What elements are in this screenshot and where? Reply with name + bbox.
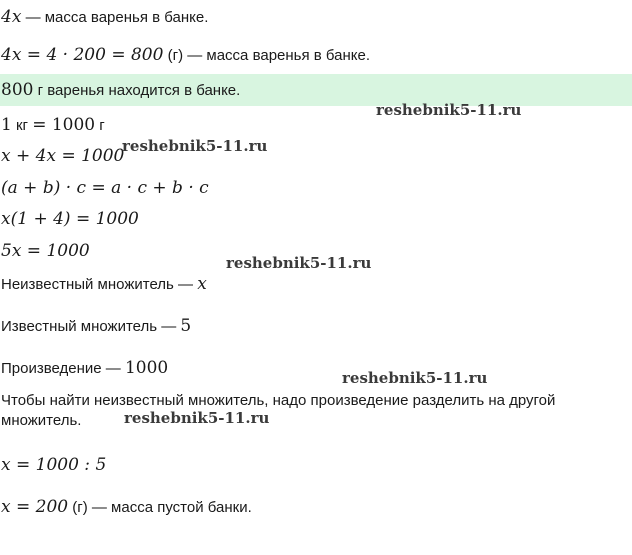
line-9 — [1, 273, 207, 296]
math: 1000 — [124, 358, 169, 378]
math: x — [197, 274, 207, 294]
math: = 1000 — [32, 115, 96, 135]
line-3-answer — [1, 79, 240, 102]
line-14 — [1, 496, 252, 519]
watermark: reshebnik5-11.ru — [122, 137, 268, 155]
math: 4x — [1, 7, 22, 27]
text: — масса варенья в банке. — [21, 9, 209, 26]
line-5 — [1, 145, 124, 168]
watermark: reshebnik5-11.ru — [342, 369, 488, 387]
line-8 — [1, 240, 90, 263]
text: Неизвестный множитель — — [1, 276, 198, 293]
text: кг — [11, 117, 33, 134]
line-4 — [1, 114, 105, 137]
text: Чтобы найти неизвестный множитель, надо произведение разделить на другой множитель. — [1, 392, 556, 429]
math: x(1 + 4) = 1000 — [1, 209, 139, 229]
math: 4x = 4 · 200 = 800 — [1, 45, 164, 65]
math: (a + b) · c = a · c + b · c — [1, 178, 209, 198]
text: Известный множитель — — [1, 318, 181, 335]
math: 1 — [1, 115, 12, 135]
line-2 — [1, 44, 370, 67]
text: (г) — масса варенья в банке. — [163, 47, 371, 64]
math: 5x = 1000 — [1, 241, 90, 261]
line-1 — [1, 6, 208, 29]
math: x = 200 — [1, 497, 69, 517]
line-7 — [1, 208, 139, 231]
line-13 — [1, 454, 106, 477]
math: 5 — [180, 316, 192, 336]
math: 800 — [1, 80, 34, 100]
line-11 — [1, 357, 168, 380]
watermark: reshebnik5-11.ru — [376, 101, 522, 119]
text: Произведение — — [1, 360, 125, 377]
line-10 — [1, 315, 191, 338]
math: x = 1000 : 5 — [1, 455, 107, 475]
text: г — [95, 117, 105, 134]
text: (г) — масса пустой банки. — [68, 499, 252, 516]
line-6 — [1, 177, 209, 200]
math: x + 4x = 1000 — [1, 146, 125, 166]
text: г варенья находится в банке. — [33, 82, 241, 99]
line-12 — [1, 391, 591, 431]
watermark: reshebnik5-11.ru — [124, 409, 270, 427]
watermark: reshebnik5-11.ru — [226, 254, 372, 272]
